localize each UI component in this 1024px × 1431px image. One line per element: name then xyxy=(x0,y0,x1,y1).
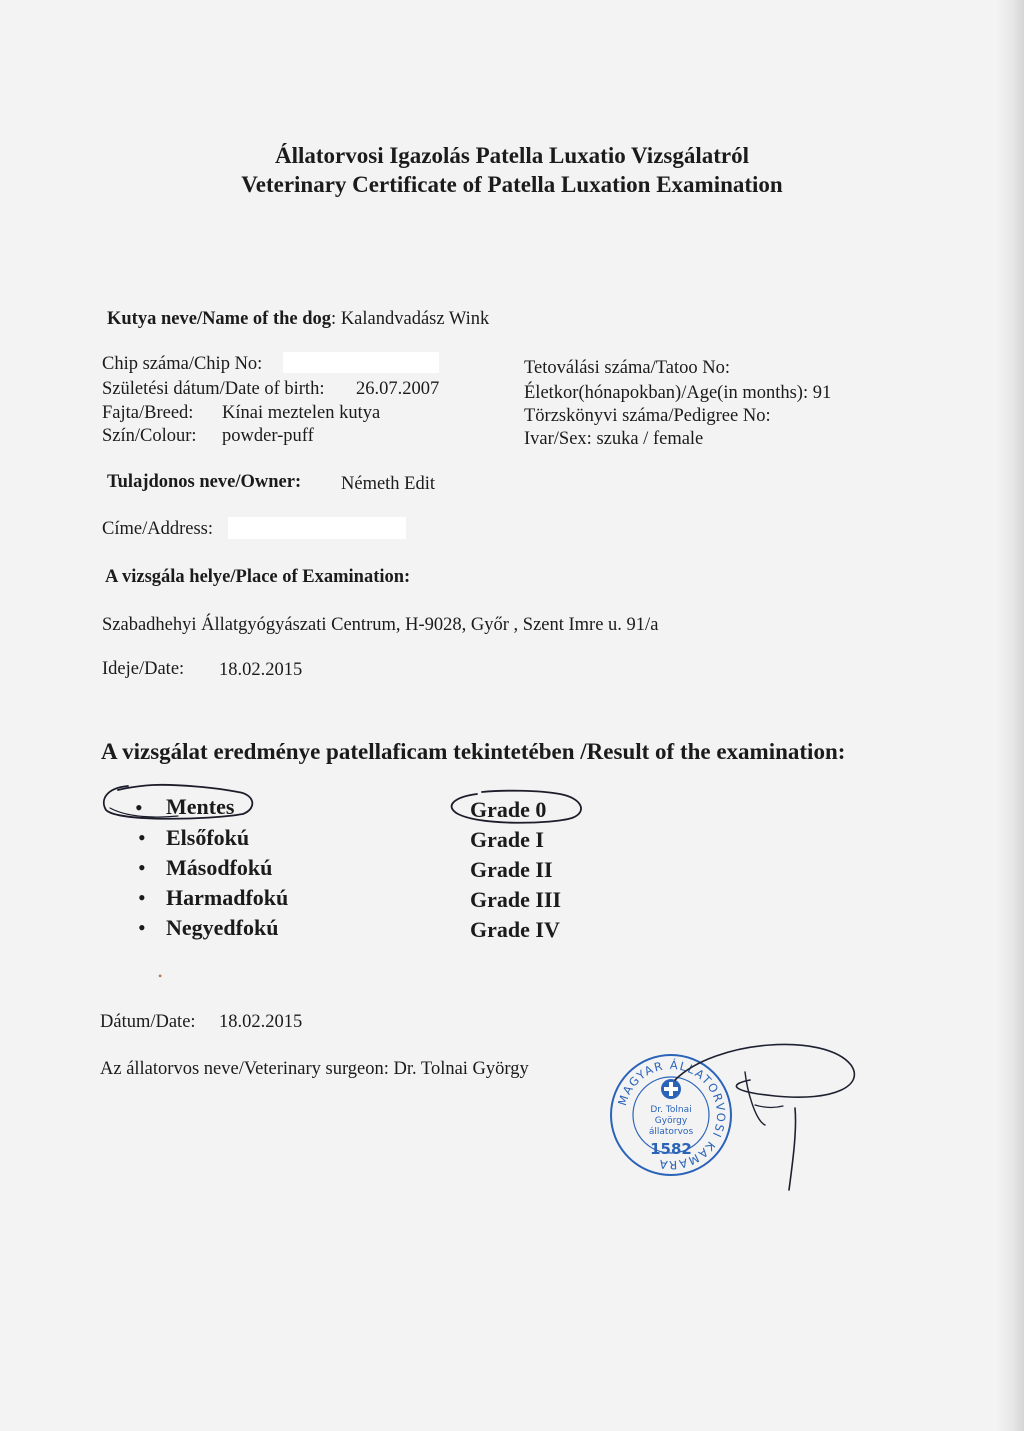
scan-edge-shadow xyxy=(996,0,1024,1431)
option-negyedfoku: Negyedfokú xyxy=(166,915,279,940)
title-hungarian: Állatorvosi Igazolás Patella Luxatio Vizsgálatról xyxy=(274,143,749,168)
result-title: A vizsgálat eredménye patellaficam tekintetében /Result of the examination: xyxy=(101,739,846,764)
option-elsofoku: Elsőfokú xyxy=(166,825,250,850)
owner-label: Tulajdonos neve/Owner: xyxy=(107,472,302,492)
colour-label: Szín/Colour: xyxy=(102,426,197,446)
redaction-box-chip xyxy=(283,352,439,373)
option-grade-0: Grade 0 xyxy=(470,797,547,822)
option-grade-i: Grade I xyxy=(470,827,544,852)
vet-row xyxy=(100,1059,529,1080)
dog-name-colon: : xyxy=(331,309,337,329)
chip-label: Chip száma/Chip No: xyxy=(102,354,263,374)
owner-value: Németh Edit xyxy=(341,474,436,494)
option-grade-iii: Grade III xyxy=(470,887,562,912)
stamp-line-1: Dr. Tolnai xyxy=(650,1105,692,1115)
exam-date-value: 18.02.2015 xyxy=(219,660,303,680)
stamp-ring-text: MAGYAR ÁLLATORVOSI KAMARA xyxy=(614,1057,729,1173)
birth-date-label: Születési dátum/Date of birth: xyxy=(102,379,325,399)
sex-label: Ivar/Sex: xyxy=(524,429,592,449)
age-value: 91 xyxy=(812,383,832,403)
selection-circle-mentes xyxy=(98,778,258,828)
scan-speck: • xyxy=(158,969,163,983)
option-masodfoku: Másodfokú xyxy=(166,855,273,880)
stamp-line-2: György xyxy=(654,1116,688,1126)
breed-label: Fajta/Breed: xyxy=(102,403,194,423)
option-mentes: Mentes xyxy=(166,794,235,819)
age-row xyxy=(524,383,831,404)
exam-date-label: Ideje/Date: xyxy=(102,659,185,679)
title-english: Veterinary Certificate of Patella Luxation Examination xyxy=(241,172,783,197)
vet-label: Az állatorvos neve/Veterinary surgeon: xyxy=(100,1059,389,1079)
dog-name-row xyxy=(107,309,489,330)
bullet-masodfoku: • xyxy=(138,855,146,880)
bullet-elsofoku: • xyxy=(138,825,146,850)
dog-name-value: Kalandvadász Wink xyxy=(340,309,490,329)
birth-date-value: 26.07.2007 xyxy=(356,379,440,399)
sex-row xyxy=(524,429,703,450)
tattoo-label: Tetoválási száma/Tatoo No: xyxy=(524,358,730,378)
vet-signature xyxy=(655,1030,865,1195)
dog-name-label: Kutya neve/Name of the dog xyxy=(107,309,332,329)
redaction-box-address xyxy=(228,517,406,539)
bullet-negyedfoku: • xyxy=(138,915,146,940)
bullet-mentes: • xyxy=(135,795,143,820)
age-label: Életkor(hónapokban)/Age(in months): xyxy=(524,383,809,403)
footer-date-value: 18.02.2015 xyxy=(219,1012,303,1032)
breed-value: Kínai meztelen kutya xyxy=(222,403,381,423)
bullet-harmadfoku: • xyxy=(138,885,146,910)
sex-value: szuka / female xyxy=(596,429,704,449)
footer-date-label: Dátum/Date: xyxy=(100,1012,196,1032)
place-label: A vizsgála helye/Place of Examination: xyxy=(105,567,411,587)
option-grade-iv: Grade IV xyxy=(470,917,560,942)
pedigree-label: Törzskönyvi száma/Pedigree No: xyxy=(524,406,771,426)
option-grade-ii: Grade II xyxy=(470,857,553,882)
stamp-number: 1582 xyxy=(650,1140,692,1158)
place-value: Szabadhehyi Állatgyógyászati Centrum, H-9028, Győr , Szent Imre u. 91/a xyxy=(102,615,659,635)
vet-value: Dr. Tolnai György xyxy=(393,1059,529,1079)
colour-value: powder-puff xyxy=(222,426,314,446)
selection-circle-grade-0 xyxy=(442,782,592,832)
address-label: Címe/Address: xyxy=(102,519,213,539)
stamp-line-3: állatorvos xyxy=(648,1127,694,1137)
option-harmadfoku: Harmadfokú xyxy=(166,885,289,910)
